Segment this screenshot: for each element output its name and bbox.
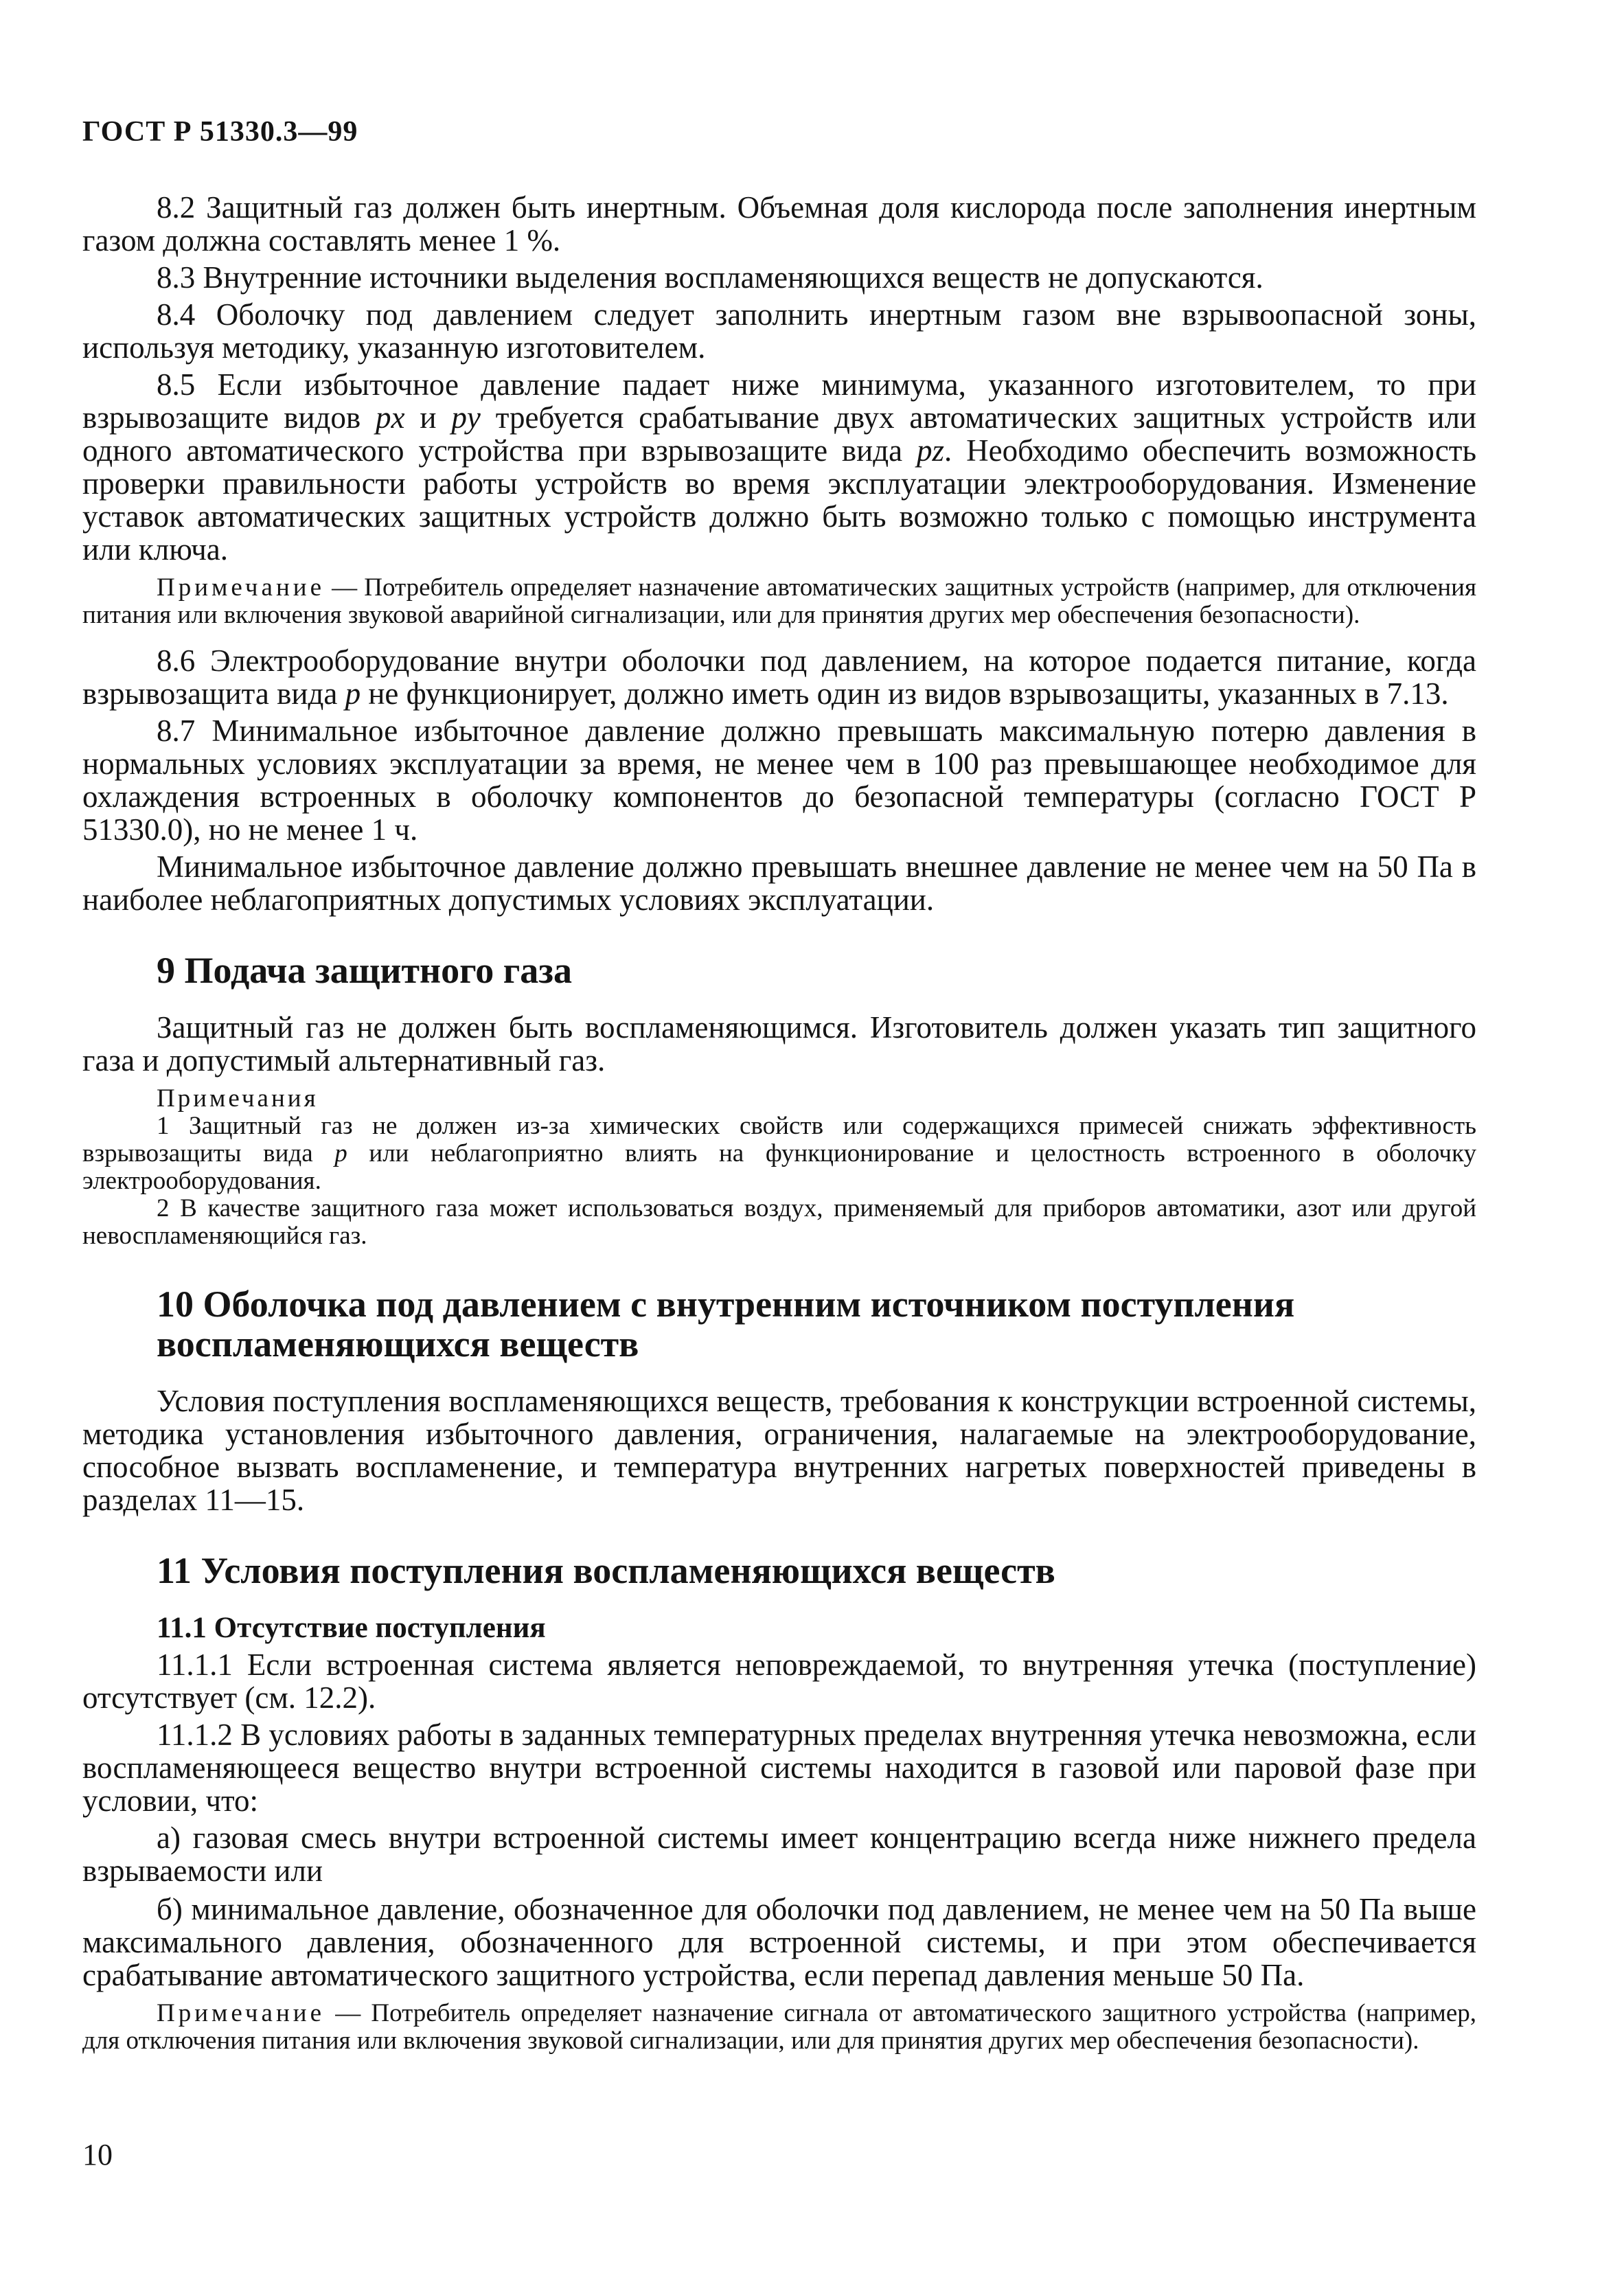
note-8-5 xyxy=(82,574,1476,629)
paragraph-8-5-text-a: 8.5 Если избыточное давление падает ниже минимума, указанного изготовителем, то при взрывозащите видов xyxy=(82,367,1476,435)
paragraph-8-6-text-a: 8.6 Электрооборудование внутри оболочки под давлением, на которое подается питание, когда взрывозащита вида xyxy=(82,643,1476,711)
protection-px: px xyxy=(376,400,405,435)
section-11-heading: 11 Условия поступления воспламеняющихся веществ xyxy=(157,1550,1055,1591)
protection-pz: pz xyxy=(916,433,944,468)
list-item-b: б) минимальное давление, обозначенное для оболочки под давлением, не менее чем на 50 Па выше максимального давления, обозначенного для встроенной системы, и при этом обеспечивается срабатывание автоматического защитного устройства, если перепад давления меньше 50 Па. xyxy=(82,1892,1476,1992)
paragraph-8-5 xyxy=(82,368,1476,566)
section-9-note-2: 2 В качестве защитного газа может использоваться воздух, применяемый для приборов автоматики, азот или другой невоспламеняющийся газ. xyxy=(82,1194,1476,1250)
section-10-text: Условия поступления воспламеняющихся веществ, требования к конструкции встроенной системы, методика установления избыточного давления, ограничения, налагаемые на электрооборудование, способное вызвать воспламенение, и температура внутренних нагретых поверхностей приведены в разделах 11—15. xyxy=(82,1384,1476,1517)
note-text: — Потребитель определяет назначение сигнала от автоматического защитного устройства (например, для отключения питания или включения звуковой сигнализации, или для принятия других мер обеспечения безопасности). xyxy=(82,1999,1476,2055)
paragraph-11-1-2: 11.1.2 В условиях работы в заданных температурных пределах внутренняя утечка невозможна, если воспламеняющееся вещество внутри встроенной системы находится в газовой или паровой фазе при условии, что: xyxy=(82,1718,1476,1818)
section-9-note-1 xyxy=(82,1113,1476,1195)
section-10-heading xyxy=(157,1284,1476,1364)
section-9-notes-label: Примечания xyxy=(157,1084,319,1113)
protection-p: p xyxy=(345,676,361,711)
section-10-heading-line-1: 10 Оболочка под давлением с внутренним источником поступления xyxy=(157,1284,1295,1325)
section-10-heading-line-2: воспламеняющихся веществ xyxy=(157,1323,639,1365)
section-9-text: Защитный газ не должен быть воспламеняющимся. Изготовитель должен указать тип защитного газа и допустимый альтернативный газ. xyxy=(82,1010,1476,1078)
paragraph-8-6 xyxy=(82,644,1476,710)
paragraph-8-3: 8.3 Внутренние источники выделения воспламеняющихся веществ не допускаются. xyxy=(157,260,1263,295)
note-label: Примечание xyxy=(157,1999,325,2027)
note-label: Примечание xyxy=(157,573,325,602)
protection-py: py xyxy=(451,400,481,435)
note-1-text-a: 1 Защитный газ не должен из-за химических свойств или содержащихся примесей снижать эффективность взрывозащиты вида xyxy=(82,1112,1476,1167)
paragraph-8-5-text-d: . Необходимо обеспечить возможность проверки правильности работы устройств во время эксплуатации электрооборудования. Изменение уставок автоматических защитных устройств должно быть возможно только с помощью инструмента или ключа. xyxy=(82,433,1476,567)
paragraph-8-7-continued: Минимальное избыточное давление должно превышать внешнее давление не менее чем на 50 Па в наиболее неблагоприятных допустимых условиях эксплуатации. xyxy=(82,850,1476,917)
paragraph-8-4: 8.4 Оболочку под давлением следует заполнить инертным газом вне взрывоопасной зоны, используя методику, указанную изготовителем. xyxy=(82,297,1476,365)
paragraph-8-7: 8.7 Минимальное избыточное давление должно превышать максимальную потерю давления в нормальных условиях эксплуатации за время, не менее чем в 100 раз превышающее необходимое для охлаждения встроенных в оболочку компонентов до безопасной температуры (согласно ГОСТ Р 51330.0), но не менее 1 ч. xyxy=(82,714,1476,847)
paragraph-8-2: 8.2 Защитный газ должен быть инертным. Объемная доля кислорода после заполнения инертным газом должна составлять менее 1 %. xyxy=(82,190,1476,258)
paragraph-8-5-text-b: и xyxy=(404,400,452,435)
subsection-11-1-heading: 11.1 Отсутствие поступления xyxy=(157,1612,546,1644)
list-item-a: а) газовая смесь внутри встроенной системы имеет концентрацию всегда ниже нижнего предела взрываемости или xyxy=(82,1821,1476,1888)
note-text: — Потребитель определяет назначение автоматических защитных устройств (например, для отключения питания или включения звуковой аварийной сигнализации, или для принятия других мер обеспечения безопасности). xyxy=(82,573,1476,629)
page-content xyxy=(82,191,1476,2070)
note-11-1-2 xyxy=(82,2000,1476,2055)
note-1-protection-p: p xyxy=(334,1139,347,1167)
paragraph-8-5-text-c: требуется срабатывание двух автоматических защитных устройств или одного автоматического устройства при взрывозащите вида xyxy=(82,400,1476,468)
section-9-heading: 9 Подача защитного газа xyxy=(157,950,572,991)
document-header: ГОСТ Р 51330.3—99 xyxy=(82,116,358,148)
note-1-text-b: или неблагоприятно влиять на функционирование и целостность встроенного в оболочку электрооборудования. xyxy=(82,1139,1476,1195)
page-number: 10 xyxy=(82,2138,113,2171)
paragraph-8-6-text-b: не функционирует, должно иметь один из видов взрывозащиты, указанных в 7.13. xyxy=(361,676,1449,711)
paragraph-11-1-1: 11.1.1 Если встроенная система является неповреждаемой, то внутренняя утечка (поступление) отсутствует (см. 12.2). xyxy=(82,1648,1476,1715)
